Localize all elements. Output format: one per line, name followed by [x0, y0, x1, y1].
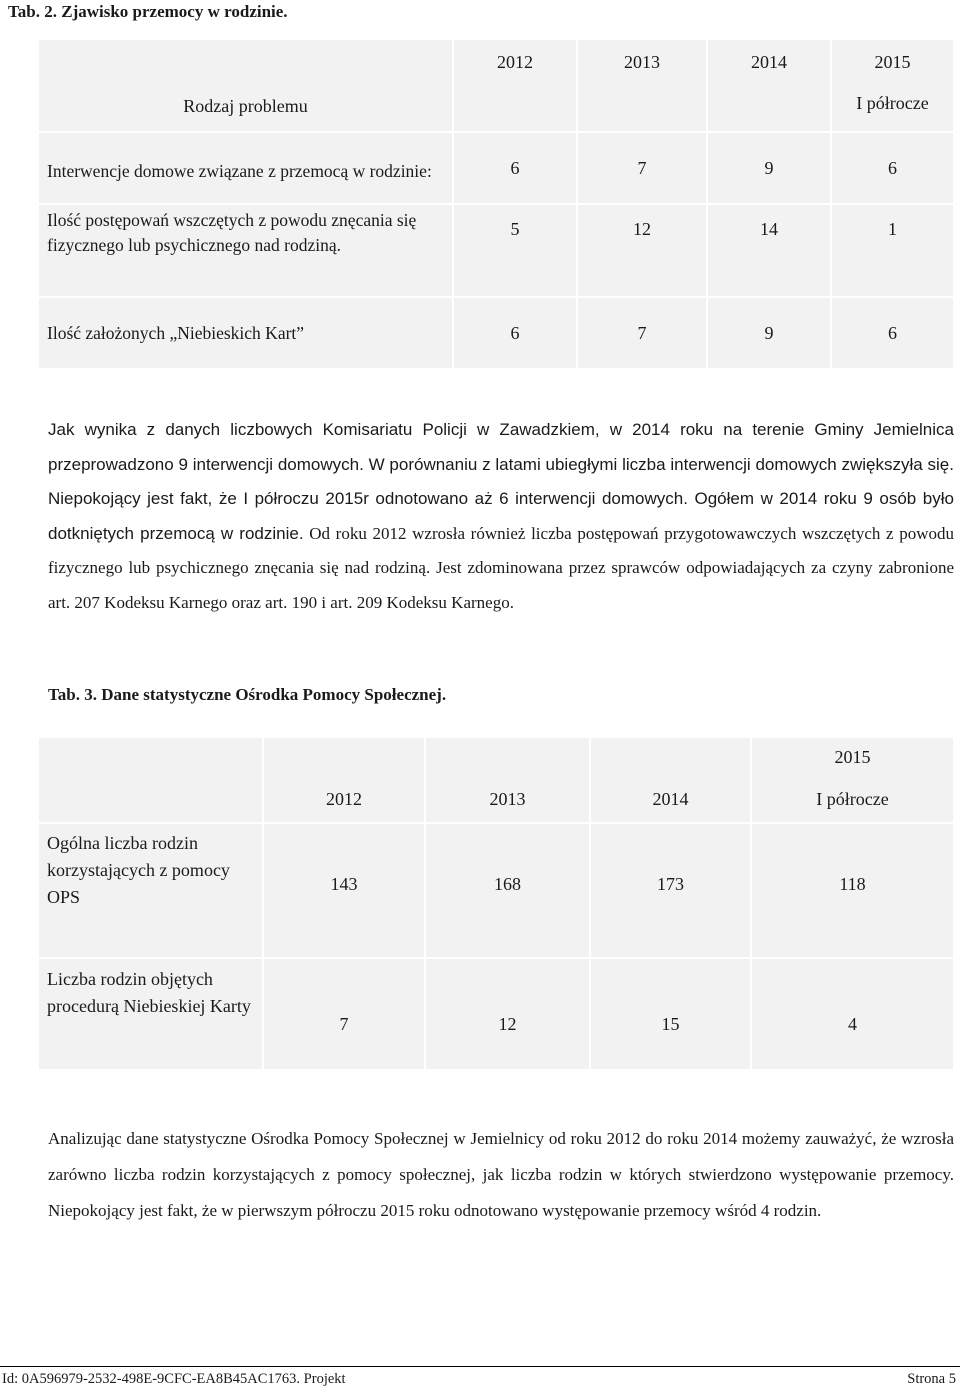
table-cell: 7	[577, 297, 707, 369]
column-header-year: 2012	[263, 737, 425, 823]
column-header-year: 2013	[425, 737, 590, 823]
column-header-year: 2013	[577, 39, 707, 132]
footer-divider	[0, 1366, 960, 1367]
row-label: Ilość założonych „Niebieskich Kart”	[38, 297, 453, 369]
table-row	[38, 823, 954, 958]
table3-caption: Tab. 3. Dane statystyczne Ośrodka Pomocy Społecznej.	[48, 685, 447, 704]
row-label: Interwencje domowe związane z przemocą w rodzinie:	[38, 132, 453, 204]
table-cell: 6	[453, 297, 577, 369]
document-id: Id: 0A596979-2532-498E-9CFC-EA8B45AC1763. Projekt	[2, 1371, 346, 1387]
table-header-row	[38, 39, 954, 132]
violence-table	[38, 39, 954, 369]
paragraph-part: Jak wynika z danych liczbowych Komisariatu Policji w Zawadzkiem, w 2014 roku na terenie Gminy Jemielnica przeprowadzono 9 interwencji domowych. W porównaniu z latami ubiegłymi liczba interwencji domowych zwiększyła się. Niepokojący jest fakt, że I półroczu 2015r odnotowano aż 6 interwencji domowych. Ogółem w 2014 roku 9 osób było dotkniętych przemocą w rodzinie.	[48, 420, 954, 543]
table-cell: 173	[590, 823, 751, 958]
table-cell: 6	[831, 297, 954, 369]
row-label: Ilość postępowań wszczętych z powodu znęcania się fizycznego lub psychicznego nad rodziną.	[38, 204, 453, 297]
table-cell: 4	[751, 958, 954, 1070]
table-row	[38, 958, 954, 1070]
column-header-year-2015	[751, 737, 954, 823]
table-row	[38, 132, 954, 204]
table-cell: 6	[453, 132, 577, 204]
column-header-problem: Rodzaj problemu	[38, 39, 453, 132]
table-cell: 5	[453, 204, 577, 297]
table-cell: 168	[425, 823, 590, 958]
table-cell: 14	[707, 204, 831, 297]
ops-statistics-table	[38, 737, 954, 1070]
table-cell: 12	[425, 958, 590, 1070]
table-header-row	[38, 737, 954, 823]
table-row	[38, 297, 954, 369]
table-row	[38, 204, 954, 297]
table-cell: 12	[577, 204, 707, 297]
table-cell: 1	[831, 204, 954, 297]
table-cell: 6	[831, 132, 954, 204]
table2-caption: Tab. 2. Zjawisko przemocy w rodzinie.	[8, 2, 288, 21]
column-header-year-2015	[831, 39, 954, 132]
half-year-label: I półrocze	[856, 93, 929, 113]
column-header-year: 2014	[707, 39, 831, 132]
year-label: 2015	[834, 747, 871, 767]
row-label: Liczba rodzin objętych procedurą Niebieskiej Karty	[38, 958, 263, 1070]
year-label: 2015	[874, 52, 911, 72]
paragraph-ops-analysis: Analizując dane statystyczne Ośrodka Pomocy Społecznej w Jemielnicy od roku 2012 do roku 2014 możemy zauważyć, że wzrosła zarówno liczba rodzin korzystających z pomocy społecznej, jak liczba rodzin w których stwierdzono występowanie przemocy. Niepokojący jest fakt, że w pierwszym półroczu 2015 roku odnotowano występowanie przemocy wśród 4 rodzin.	[48, 1129, 954, 1220]
table-cell: 118	[751, 823, 954, 958]
page-number: Strona 5	[907, 1371, 956, 1387]
table-cell: 143	[263, 823, 425, 958]
paragraph-police-data	[48, 413, 954, 620]
table-cell: 7	[577, 132, 707, 204]
table-cell: 9	[707, 297, 831, 369]
column-header-year: 2014	[590, 737, 751, 823]
table-cell: 15	[590, 958, 751, 1070]
paragraph-part: Od roku 2012 wzrosła również liczba postępowań przygotowawczych wszczętych z powodu fizycznego lub psychicznego znęcania się nad rodziną. Jest zdominowana przez sprawców odpowiadających za czyny zabronione art. 207 Kodeksu Karnego oraz art. 190 i art. 209 Kodeksu Karnego.	[48, 523, 954, 612]
column-header-year: 2012	[453, 39, 577, 132]
empty-header-cell	[38, 737, 263, 823]
row-label: Ogólna liczba rodzin korzystających z pomocy OPS	[38, 823, 263, 958]
table-cell: 7	[263, 958, 425, 1070]
half-year-label: I półrocze	[816, 789, 889, 809]
table-cell: 9	[707, 132, 831, 204]
